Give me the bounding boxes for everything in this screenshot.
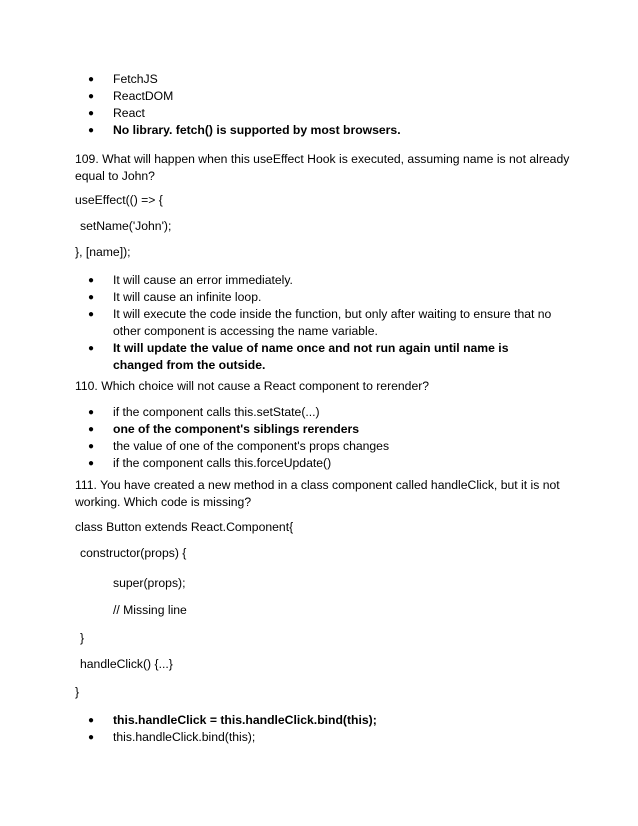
- bullet-icon: ●: [88, 292, 95, 303]
- q111-code-line: // Missing line: [113, 603, 187, 617]
- q108-option: ● React: [88, 106, 145, 120]
- bullet-icon: ●: [88, 309, 95, 320]
- q111-option: ● this.handleClick.bind(this);: [88, 730, 256, 744]
- q109-option: ● It will cause an error immediately.: [88, 273, 293, 287]
- bullet-icon: ●: [88, 275, 95, 286]
- bullet-icon: ●: [88, 715, 95, 726]
- q110-option: ● if the component calls this.forceUpdate(): [88, 456, 332, 470]
- q108-option: ● FetchJS: [88, 72, 158, 86]
- q109-options: [0, 272, 560, 374]
- bullet-icon: ●: [88, 125, 95, 136]
- q111-code-line: class Button extends React.Component{: [75, 520, 294, 534]
- q111-code-line: handleClick() {...}: [80, 657, 173, 671]
- q108-option-correct: ● No library. fetch() is supported by most browsers.: [88, 123, 401, 137]
- bullet-icon: ●: [88, 91, 95, 102]
- q109-code-line: useEffect(() => {: [75, 193, 163, 207]
- bullet-icon: ●: [88, 458, 95, 469]
- q109-option: ● It will execute the code inside the function, but only after waiting to ensure that no other component is accessing the name variable.: [88, 307, 552, 338]
- q111-code-line: super(props);: [113, 576, 186, 590]
- q109-option-correct: ● It will update the value of name once and not run again until name is changed from the outside.: [88, 341, 509, 372]
- q111-option-correct: ● this.handleClick = this.handleClick.bind(this);: [88, 713, 377, 727]
- q108-options: [0, 71, 560, 139]
- q111-question: 111. You have created a new method in a class component called handleClick, but it is not working. Which code is missing?: [75, 478, 560, 509]
- q111-options: [0, 712, 560, 746]
- q110-option: ● the value of one of the component's props changes: [88, 439, 390, 453]
- bullet-icon: ●: [88, 343, 95, 354]
- q111-code-line: }: [75, 685, 80, 699]
- q109-code-line: }, [name]);: [75, 245, 131, 259]
- q109-code-line: setName('John');: [80, 219, 172, 233]
- q110-option: ● if the component calls this.setState(...): [88, 405, 320, 419]
- q111-code-line: constructor(props) {: [80, 546, 187, 560]
- bullet-icon: ●: [88, 732, 95, 743]
- bullet-icon: ●: [88, 441, 95, 452]
- q111-code-line: }: [80, 631, 85, 645]
- q110-option-correct: ● one of the component's siblings rerenders: [88, 422, 360, 436]
- q110-options: [0, 404, 560, 472]
- bullet-icon: ●: [88, 424, 95, 435]
- q108-option: ● ReactDOM: [88, 89, 174, 103]
- q109-question: 109. What will happen when this useEffect Hook is executed, assuming name is not already equal to John?: [75, 152, 570, 183]
- bullet-icon: ●: [88, 407, 95, 418]
- q109-option: ● It will cause an infinite loop.: [88, 290, 262, 304]
- bullet-icon: ●: [88, 108, 95, 119]
- q110-question: 110. Which choice will not cause a React component to rerender?: [75, 379, 430, 393]
- bullet-icon: ●: [88, 74, 95, 85]
